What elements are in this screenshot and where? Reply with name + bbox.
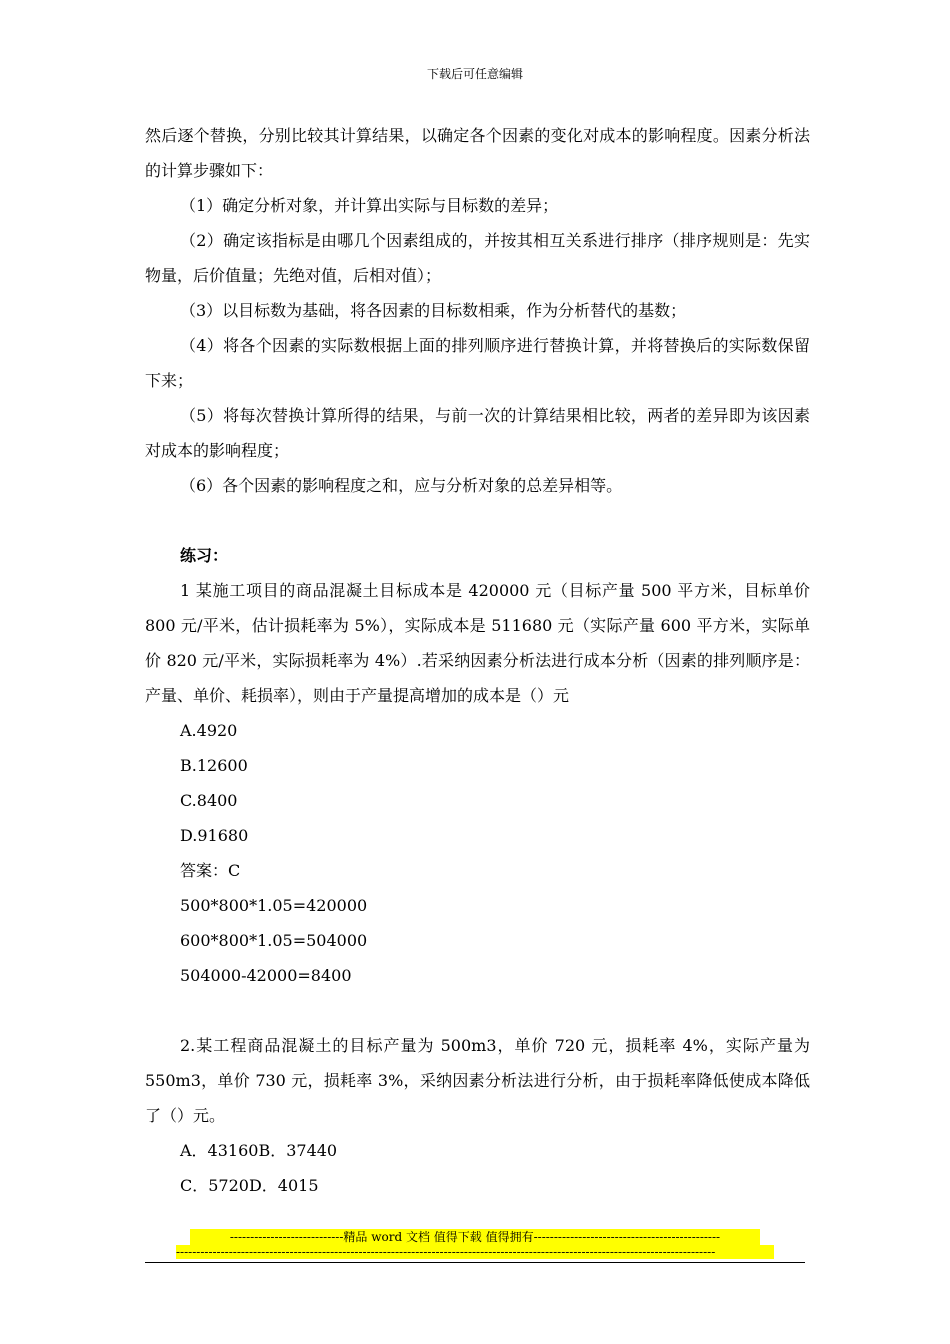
step-5: （5）将每次替换计算所得的结果，与前一次的计算结果相比较，两者的差异即为该因素对成本的影响程度； (145, 406, 810, 460)
intro-paragraph: 然后逐个替换，分别比较其计算结果，以确定各个因素的变化对成本的影响程度。因素分析法的计算步骤如下： (145, 126, 810, 180)
q1-option-a: A.4920 (180, 721, 238, 740)
step-1: （1）确定分析对象，并计算出实际与目标数的差异； (180, 196, 559, 215)
exercise-heading: 练习： (180, 546, 229, 565)
step-4: （4）将各个因素的实际数根据上面的排列顺序进行替换计算，并将替换后的实际数保留下来； (145, 336, 810, 390)
q1-option-c: C.8400 (180, 791, 238, 810)
question-2-text: 2.某工程商品混凝土的目标产量为 500m3，单价 720 元，损耗率 4%，实际产量为 550m3，单价 730 元，损耗率 3%，采纳因素分析法进行分析，由于损耗率降低使成本降低了（）元。 (145, 1036, 810, 1125)
footer-banner: ----------------------------精品 word 文档 值得下载 值得拥有---------------------------------------------- (190, 1229, 760, 1245)
q1-calc-1: 500*800*1.05=420000 (180, 896, 368, 915)
q1-calc-2: 600*800*1.05=504000 (180, 931, 368, 950)
step-3: （3）以目标数为基础，将各因素的目标数相乘，作为分析替代的基数； (180, 301, 687, 320)
q2-options-cd: C．5720D．4015 (180, 1176, 319, 1195)
page-header: 下载后可任意编辑 (426, 67, 523, 81)
spacer (145, 503, 810, 538)
q1-option-d: D.91680 (180, 826, 249, 845)
question-1-text: 1 某施工项目的商品混凝土目标成本是 420000 元（目标产量 500 平方米，目标单价 800 元/平米，估计损耗率为 5%），实际成本是 511680 元（实际产量 600 平方米，实际单价 820 元/平米，实际损耗率为 4%）.若采纳因素分析法进行成本分析（因素的排列顺序是：产量、单价、耗损率），则由于产量提高增加的成本是（）元 (145, 581, 810, 705)
q1-answer: 答案：C (180, 861, 241, 880)
footer-dash-line: ------------------------------------------------------------------------------------------------------------------------------------- (176, 1245, 774, 1259)
q2-options-ab: A．43160B．37440 (180, 1141, 338, 1160)
document-body (145, 118, 810, 1203)
q1-option-b: B.12600 (180, 756, 248, 775)
step-2: （2）确定该指标是由哪几个因素组成的，并按其相互关系进行排序（排序规则是：先实物量，后价值量；先绝对值，后相对值）； (145, 231, 810, 285)
footer-divider (145, 1262, 805, 1263)
q1-calc-3: 504000-42000=8400 (180, 966, 352, 985)
step-6: （6）各个因素的影响程度之和，应与分析对象的总差异相等。 (180, 476, 623, 495)
spacer (145, 993, 810, 1028)
